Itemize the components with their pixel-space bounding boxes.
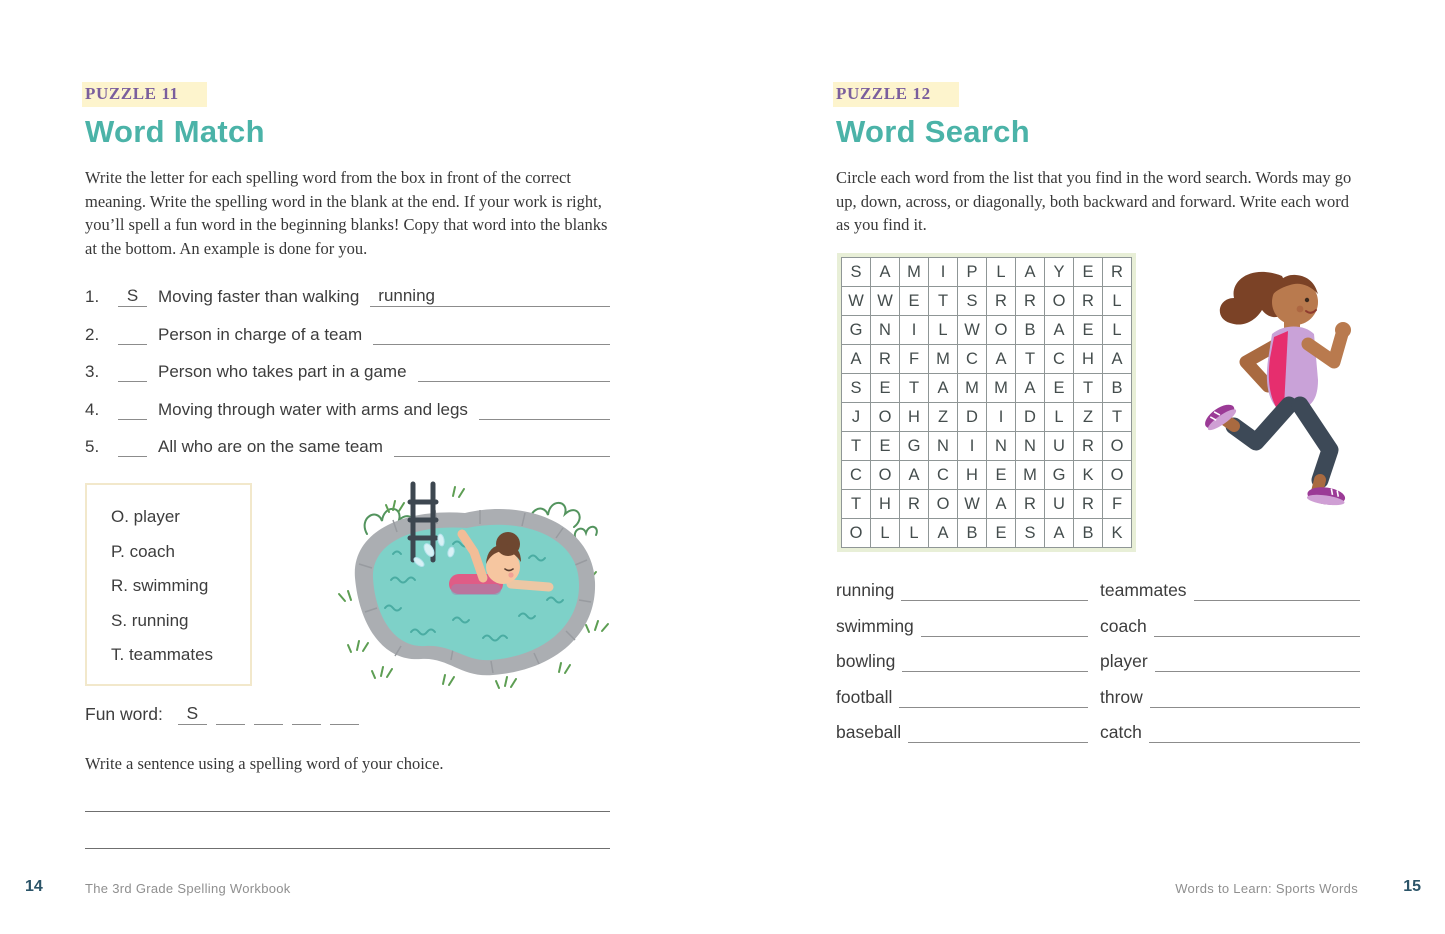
word-list-item xyxy=(836,579,1088,601)
grid-cell[interactable]: E xyxy=(1074,258,1102,286)
word-box-item: S. running xyxy=(111,610,189,630)
grid-cell[interactable]: I xyxy=(929,258,957,286)
grid-cell[interactable]: M xyxy=(1016,461,1044,489)
grid-cell[interactable]: T xyxy=(842,490,870,518)
grid-cell[interactable]: A xyxy=(929,519,957,547)
grid-cell[interactable]: B xyxy=(1103,374,1131,402)
grid-cell[interactable]: E xyxy=(871,432,899,460)
grid-cell[interactable]: A xyxy=(900,461,928,489)
word-list-item xyxy=(836,650,1088,672)
grid-cell[interactable]: A xyxy=(1045,316,1073,344)
left-page xyxy=(85,82,610,872)
word-label: player xyxy=(1100,651,1148,671)
grid-cell[interactable]: B xyxy=(1074,519,1102,547)
grid-cell[interactable]: L xyxy=(1045,403,1073,431)
grid-cell[interactable]: L xyxy=(871,519,899,547)
grid-cell[interactable]: O xyxy=(1103,461,1131,489)
grid-cell[interactable]: R xyxy=(987,287,1015,315)
grid-cell[interactable]: O xyxy=(1045,287,1073,315)
word-label: running xyxy=(836,580,895,600)
grid-cell[interactable]: O xyxy=(871,403,899,431)
word-label: throw xyxy=(1100,686,1143,707)
grid-cell[interactable]: T xyxy=(842,432,870,460)
grid-cell[interactable]: C xyxy=(929,461,957,489)
grid-cell[interactable]: A xyxy=(1103,345,1131,373)
grid-cell[interactable]: O xyxy=(929,490,957,518)
instructions: Write the letter for each spelling word from the box in front of the correct meaning. Write the spelling word in the blank at the end. If your work is right, you’ll spell a fun word in the beginning blanks! Copy that word into the blanks at the bottom. An example is done for you. xyxy=(85,168,608,258)
answer-blank[interactable]: running xyxy=(370,286,610,307)
match-item xyxy=(85,435,610,457)
word-list-item xyxy=(1100,721,1360,743)
grid-cell[interactable]: R xyxy=(1074,432,1102,460)
grid-cell[interactable]: T xyxy=(1016,345,1044,373)
word-list-item xyxy=(836,615,1088,637)
grid-cell[interactable]: I xyxy=(987,403,1015,431)
word-label: baseball xyxy=(836,722,902,742)
word-search-frame xyxy=(837,253,1136,552)
grid-cell[interactable]: U xyxy=(1045,490,1073,518)
item-number: 1. xyxy=(85,287,100,306)
word-blank[interactable] xyxy=(1155,671,1360,672)
grid-cell[interactable]: O xyxy=(1103,432,1131,460)
word-blank[interactable] xyxy=(1150,707,1360,708)
grid-cell[interactable]: G xyxy=(1045,461,1073,489)
word-blank[interactable] xyxy=(921,636,1088,637)
grid-cell[interactable]: G xyxy=(900,432,928,460)
item-description: All who are on the same team xyxy=(158,437,383,456)
match-list xyxy=(85,285,610,473)
letter-blank[interactable]: S xyxy=(118,286,147,307)
grid-cell[interactable]: O xyxy=(871,461,899,489)
grid-cell[interactable]: S xyxy=(842,258,870,286)
grid-cell[interactable]: E xyxy=(900,287,928,315)
match-item xyxy=(85,323,610,345)
word-blank[interactable] xyxy=(901,600,1088,601)
book-title: The 3rd Grade Spelling Workbook xyxy=(85,881,291,896)
word-list-item xyxy=(1100,579,1360,601)
grid-cell[interactable]: E xyxy=(1074,316,1102,344)
word-list-left-column xyxy=(836,579,1088,757)
right-page xyxy=(836,82,1360,872)
item-description: Moving through water with arms and legs xyxy=(158,399,468,419)
grid-cell[interactable]: L xyxy=(987,258,1015,286)
item-number: 4. xyxy=(85,399,100,419)
grid-cell[interactable]: S xyxy=(842,374,870,402)
grid-cell[interactable]: A xyxy=(1045,519,1073,547)
word-label: teammates xyxy=(1100,580,1187,600)
grid-cell[interactable]: C xyxy=(958,345,986,373)
grid-cell[interactable]: L xyxy=(900,519,928,547)
page-number-right: 15 xyxy=(1403,878,1421,895)
page-number-left: 14 xyxy=(25,878,43,895)
grid-cell[interactable]: E xyxy=(987,519,1015,547)
grid-cell[interactable]: R xyxy=(1103,258,1131,286)
grid-cell[interactable]: A xyxy=(1016,258,1044,286)
answer-blank[interactable] xyxy=(394,456,610,457)
match-item xyxy=(85,285,610,307)
word-blank[interactable] xyxy=(1194,600,1360,601)
grid-cell[interactable]: M xyxy=(900,258,928,286)
fun-word-blank[interactable] xyxy=(292,703,321,725)
word-blank[interactable] xyxy=(1154,636,1360,637)
grid-cell[interactable]: K xyxy=(1074,461,1102,489)
sentence-prompt: Write a sentence using a spelling word of your choice. xyxy=(85,754,444,773)
grid-cell[interactable]: E xyxy=(987,461,1015,489)
grid-cell[interactable]: A xyxy=(929,374,957,402)
word-label: swimming xyxy=(836,615,914,636)
grid-cell[interactable]: B xyxy=(958,519,986,547)
letter-blank[interactable] xyxy=(118,456,147,457)
word-blank[interactable] xyxy=(902,671,1088,672)
section-title: Words to Learn: Sports Words xyxy=(1175,881,1358,896)
puzzle-label: PUZZLE 11 xyxy=(82,82,207,107)
grid-cell[interactable]: W xyxy=(842,287,870,315)
letter-blank[interactable] xyxy=(118,381,147,382)
word-list-item xyxy=(1100,615,1360,637)
word-blank[interactable] xyxy=(899,707,1088,708)
writing-line[interactable] xyxy=(85,848,610,849)
fun-word-blank[interactable] xyxy=(330,703,359,725)
word-box-item: T. teammates xyxy=(111,645,214,664)
grid-cell[interactable]: E xyxy=(871,374,899,402)
grid-cell[interactable]: L xyxy=(1103,316,1131,344)
grid-cell[interactable]: L xyxy=(929,316,957,344)
grid-cell[interactable]: G xyxy=(842,316,870,344)
grid-cell[interactable]: N xyxy=(1016,432,1044,460)
puzzle-label: PUZZLE 12 xyxy=(833,82,959,107)
grid-cell[interactable]: H xyxy=(871,490,899,518)
match-item xyxy=(85,360,610,382)
grid-cell[interactable]: R xyxy=(1016,287,1044,315)
letter-blank[interactable] xyxy=(118,344,147,345)
grid-cell[interactable]: C xyxy=(1045,345,1073,373)
grid-cell[interactable]: K xyxy=(1103,519,1131,547)
grid-cell[interactable]: A xyxy=(871,258,899,286)
grid-cell[interactable]: L xyxy=(1103,287,1131,315)
instructions: Circle each word from the list that you find in the word search. Words may go up, down, across, or diagonally, both backward and forward. Write each word as you find it. xyxy=(836,168,1352,234)
grid-cell[interactable]: M xyxy=(929,345,957,373)
grid-cell[interactable]: N xyxy=(871,316,899,344)
fun-word-blank[interactable] xyxy=(254,703,283,725)
word-label: football xyxy=(836,686,893,707)
grid-cell[interactable]: F xyxy=(900,345,928,373)
letter-blank[interactable] xyxy=(118,419,147,420)
grid-cell[interactable]: P xyxy=(958,258,986,286)
fun-word-row xyxy=(85,703,359,725)
grid-cell[interactable]: N xyxy=(929,432,957,460)
page-title: Word Search xyxy=(836,114,1030,149)
grid-cell[interactable]: I xyxy=(958,432,986,460)
grid-cell[interactable]: R xyxy=(871,345,899,373)
answer-blank[interactable] xyxy=(479,419,610,420)
answer-blank[interactable] xyxy=(418,381,610,382)
grid-cell[interactable]: Y xyxy=(1045,258,1073,286)
item-description: Moving faster than walking xyxy=(158,287,360,306)
grid-cell[interactable]: T xyxy=(1074,374,1102,402)
word-box-item: O. player xyxy=(111,507,180,526)
word-blank[interactable] xyxy=(908,742,1088,743)
grid-cell[interactable]: W xyxy=(958,490,986,518)
grid-cell[interactable]: C xyxy=(842,461,870,489)
grid-cell[interactable]: B xyxy=(1016,316,1044,344)
grid-cell[interactable]: A xyxy=(842,345,870,373)
word-list-item xyxy=(1100,650,1360,672)
grid-cell[interactable]: M xyxy=(958,374,986,402)
word-label: catch xyxy=(1100,722,1142,742)
grid-cell[interactable]: H xyxy=(900,403,928,431)
grid-cell[interactable]: S xyxy=(958,287,986,315)
swimming-pool-illustration xyxy=(333,480,613,692)
word-label: bowling xyxy=(836,651,896,671)
grid-cell[interactable]: T xyxy=(1103,403,1131,431)
item-number: 5. xyxy=(85,437,100,456)
item-description: Person who takes part in a game xyxy=(158,362,407,381)
grid-cell[interactable]: Z xyxy=(1074,403,1102,431)
grid-cell[interactable]: R xyxy=(900,490,928,518)
grid-cell[interactable]: W xyxy=(958,316,986,344)
grid-cell[interactable]: W xyxy=(871,287,899,315)
grid-cell[interactable]: Z xyxy=(929,403,957,431)
grid-cell[interactable]: T xyxy=(900,374,928,402)
word-list-item xyxy=(836,721,1088,743)
grid-cell[interactable]: I xyxy=(900,316,928,344)
fun-word-blank[interactable] xyxy=(216,703,245,725)
fun-word-blank[interactable]: S xyxy=(178,703,207,725)
grid-cell[interactable]: A xyxy=(987,490,1015,518)
grid-cell[interactable]: N xyxy=(987,432,1015,460)
grid-cell[interactable]: D xyxy=(958,403,986,431)
page-title: Word Match xyxy=(85,114,265,149)
grid-cell[interactable]: D xyxy=(1016,403,1044,431)
grid-cell[interactable]: M xyxy=(987,374,1015,402)
word-list-right-column xyxy=(1100,579,1360,757)
word-list xyxy=(836,579,1360,757)
word-box xyxy=(85,483,252,686)
word-blank[interactable] xyxy=(1149,742,1360,743)
fun-word-label: Fun word: xyxy=(85,704,163,724)
grid-cell[interactable]: A xyxy=(1016,374,1044,402)
grid-cell[interactable]: H xyxy=(1074,345,1102,373)
grid-cell[interactable]: U xyxy=(1045,432,1073,460)
word-search-grid xyxy=(841,257,1132,548)
grid-cell[interactable]: O xyxy=(987,316,1015,344)
word-list-item xyxy=(1100,686,1360,708)
writing-line[interactable] xyxy=(85,811,610,812)
grid-cell[interactable]: E xyxy=(1045,374,1073,402)
fun-word-slots xyxy=(169,703,359,725)
grid-cell[interactable]: R xyxy=(1074,490,1102,518)
grid-cell[interactable]: H xyxy=(958,461,986,489)
item-description: Person in charge of a team xyxy=(158,324,363,344)
grid-cell[interactable]: O xyxy=(842,519,870,547)
item-number: 3. xyxy=(85,362,100,381)
word-list-item xyxy=(836,686,1088,708)
word-label: coach xyxy=(1100,615,1147,636)
grid-cell[interactable]: J xyxy=(842,403,870,431)
word-box-item: R. swimming xyxy=(111,576,209,595)
grid-cell[interactable]: F xyxy=(1103,490,1131,518)
grid-cell[interactable]: R xyxy=(1016,490,1044,518)
match-item xyxy=(85,398,610,420)
runner-illustration xyxy=(1194,262,1362,512)
grid-cell[interactable]: A xyxy=(987,345,1015,373)
word-box-item: P. coach xyxy=(111,541,175,561)
grid-cell[interactable]: R xyxy=(1074,287,1102,315)
grid-cell[interactable]: S xyxy=(1016,519,1044,547)
answer-blank[interactable] xyxy=(373,344,610,345)
grid-cell[interactable]: T xyxy=(929,287,957,315)
item-number: 2. xyxy=(85,324,100,344)
